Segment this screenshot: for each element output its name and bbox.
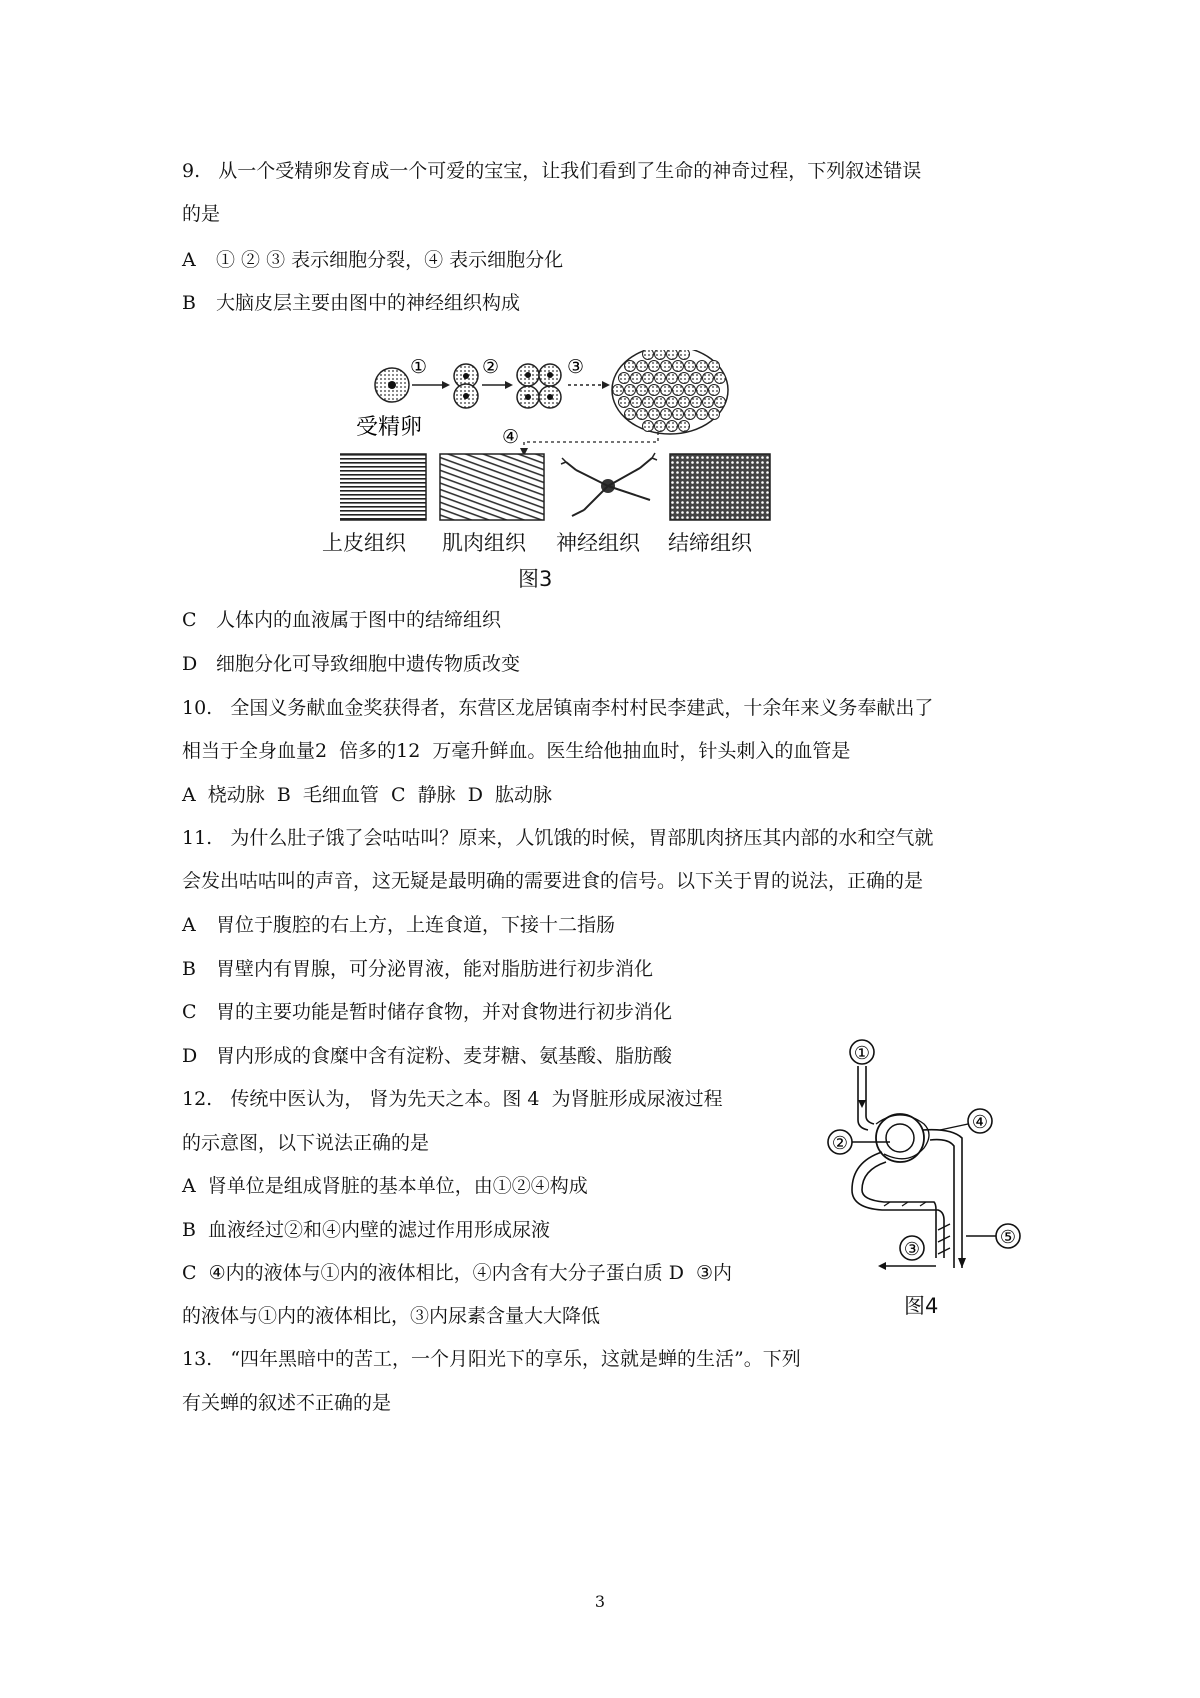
option-letter: D <box>182 653 198 675</box>
muscle-tissue-image <box>440 454 544 520</box>
morula-cell <box>679 373 690 384</box>
morula-cell <box>655 421 666 432</box>
morula-cell <box>655 397 666 408</box>
morula-cell <box>643 373 654 384</box>
morula-cell <box>637 409 648 420</box>
page-number: 3 <box>594 1592 606 1611</box>
figure-4-nephron-diagram <box>812 1030 1032 1280</box>
label-2: ② <box>831 1133 849 1154</box>
step-2-label: ② <box>482 356 500 378</box>
morula-cell <box>697 361 708 372</box>
q9-stem-line2: 的是 <box>182 203 221 225</box>
morula-cell <box>643 397 654 408</box>
morula-cell <box>649 385 660 396</box>
morula-cell <box>649 361 660 372</box>
q11-option-d <box>182 1042 672 1070</box>
zygote-label: 受精卵 <box>356 415 423 440</box>
morula-cell <box>661 361 672 372</box>
q11-stem-line2: 会发出咕咕叫的声音，这无疑是最明确的需要进食的信号。以下关于胃的说法，正确的是 <box>182 870 924 892</box>
q12-option-b: B 血液经过②和④内壁的滤过作用形成尿液 <box>182 1219 551 1241</box>
morula-cell <box>655 373 666 384</box>
option-text: ① ② ③ 表示细胞分裂，④ 表示细胞分化 <box>216 249 564 271</box>
morula-cell <box>631 373 642 384</box>
nerve-tissue-image <box>558 453 658 520</box>
step-3-label: ③ <box>567 356 585 378</box>
morula-cell <box>667 373 678 384</box>
morula-cell <box>619 373 630 384</box>
morula-cell <box>679 397 690 408</box>
step-4-label: ④ <box>502 426 520 448</box>
morula-cell <box>637 385 648 396</box>
morula-cell <box>661 385 672 396</box>
label-4: ④ <box>971 1112 989 1133</box>
connective-tissue-image <box>670 454 770 520</box>
two-cell-stage <box>454 364 478 408</box>
option-letter: B <box>182 292 196 314</box>
q11-option-a <box>182 911 615 939</box>
q12-stem-line2: 的示意图，以下说法正确的是 <box>182 1132 430 1154</box>
option-text: 胃壁内有胃腺，可分泌胃液，能对脂肪进行初步消化 <box>216 958 654 980</box>
morula-cell <box>661 409 672 420</box>
morula-cell <box>709 361 720 372</box>
zygote-cell <box>375 368 409 402</box>
morula-cell <box>613 385 624 396</box>
q9-option-a <box>182 246 563 274</box>
muscle-tissue-label: 肌肉组织 <box>442 531 526 555</box>
morula-cell <box>697 385 708 396</box>
figure-3-caption: 图3 <box>518 567 553 591</box>
q12-option-c-continued: 的液体与①内的液体相比，③内尿素含量大大降低 <box>182 1305 601 1327</box>
morula-cell <box>673 409 684 420</box>
nerve-tissue-label: 神经组织 <box>556 531 640 555</box>
morula-cell <box>715 373 726 384</box>
morula-cell <box>631 397 642 408</box>
morula-cell <box>625 385 636 396</box>
option-text: 人体内的血液属于图中的结缔组织 <box>216 609 502 631</box>
morula-cell <box>637 361 648 372</box>
option-letter: C <box>182 1001 197 1023</box>
q13-stem-line2: 有关蝉的叙述不正确的是 <box>182 1392 392 1414</box>
arrow-4 <box>524 432 658 450</box>
morula-cell <box>667 421 678 432</box>
morula-cell <box>679 421 690 432</box>
figure-4-caption: 图4 <box>904 1294 939 1318</box>
option-text: 胃位于腹腔的右上方，上连食道，下接十二指肠 <box>216 914 616 936</box>
morula-cell <box>685 385 696 396</box>
morula-cell <box>703 397 714 408</box>
morula-cell <box>679 350 690 360</box>
option-letter: C <box>182 609 197 631</box>
q10-options: A 桡动脉 B 毛细血管 C 静脉 D 肱动脉 <box>182 784 553 806</box>
morula-cell <box>643 350 654 360</box>
q10-stem-line2: 相当于全身血量2 倍多的12 万毫升鲜血。医生给他抽血时，针头刺入的血管是 <box>182 740 851 762</box>
q9-option-b <box>182 289 520 317</box>
step-1-label: ① <box>410 356 428 378</box>
epithelial-tissue-label: 上皮组织 <box>322 531 406 555</box>
morula-cell <box>655 350 666 360</box>
morula-cell-mass <box>612 350 728 434</box>
morula-cell <box>709 385 720 396</box>
morula-cell <box>667 350 678 360</box>
q10-stem-line1: 10. 全国义务献血金奖获得者，东营区龙居镇南李村村民李建武，十余年来义务奉献出了 <box>182 697 934 719</box>
morula-cell <box>667 397 678 408</box>
option-letter: D <box>182 1045 198 1067</box>
morula-cell <box>685 409 696 420</box>
morula-cell <box>619 397 630 408</box>
morula-cell <box>673 361 684 372</box>
q9-option-d <box>182 650 520 678</box>
q11-option-c <box>182 998 672 1026</box>
q12-option-a: A 肾单位是组成肾脏的基本单位，由①②④构成 <box>182 1175 588 1197</box>
q9-option-c <box>182 606 501 634</box>
morula-cell <box>715 397 726 408</box>
morula-cell <box>697 409 708 420</box>
morula-cell <box>703 373 714 384</box>
morula-cell <box>625 361 636 372</box>
option-letter: B <box>182 958 196 980</box>
q11-option-b <box>182 955 653 983</box>
q12-option-c: C ④内的液体与①内的液体相比，④内含有大分子蛋白质 D ③内 <box>182 1262 733 1284</box>
morula-cell <box>709 409 720 420</box>
connective-tissue-label: 结缔组织 <box>668 531 752 555</box>
morula-cell <box>685 361 696 372</box>
four-cell-stage <box>517 364 561 408</box>
q13-stem-line1: 13. “四年黑暗中的苦工，一个月阳光下的享乐，这就是蝉的生活”。下列 <box>182 1348 801 1370</box>
morula-cell <box>673 385 684 396</box>
morula-cell <box>643 421 654 432</box>
option-letter: A <box>182 249 196 271</box>
q12-stem-line1: 12. 传统中医认为， 肾为先天之本。图 4 为肾脏形成尿液过程 <box>182 1088 723 1110</box>
morula-cell <box>691 373 702 384</box>
morula-cell <box>649 409 660 420</box>
epithelial-tissue-image <box>340 454 426 520</box>
option-letter: A <box>182 914 196 936</box>
q9-stem-line1: 9. 从一个受精卵发育成一个可爱的宝宝，让我们看到了生命的神奇过程，下列叙述错误 <box>182 160 922 182</box>
label-5: ⑤ <box>999 1227 1017 1248</box>
option-text: 细胞分化可导致细胞中遗传物质改变 <box>216 653 521 675</box>
q11-stem-line1: 11. 为什么肚子饿了会咕咕叫？原来，人饥饿的时候，胃部肌肉挤压其内部的水和空气就 <box>182 827 934 849</box>
option-text: 大脑皮层主要由图中的神经组织构成 <box>216 292 521 314</box>
label-3: ③ <box>903 1239 921 1260</box>
option-text: 胃内形成的食糜中含有淀粉、麦芽糖、氨基酸、脂肪酸 <box>216 1045 673 1067</box>
morula-cell <box>691 397 702 408</box>
label-1: ① <box>853 1043 871 1064</box>
option-text: 胃的主要功能是暂时储存食物，并对食物进行初步消化 <box>216 1001 673 1023</box>
morula-cell <box>625 409 636 420</box>
